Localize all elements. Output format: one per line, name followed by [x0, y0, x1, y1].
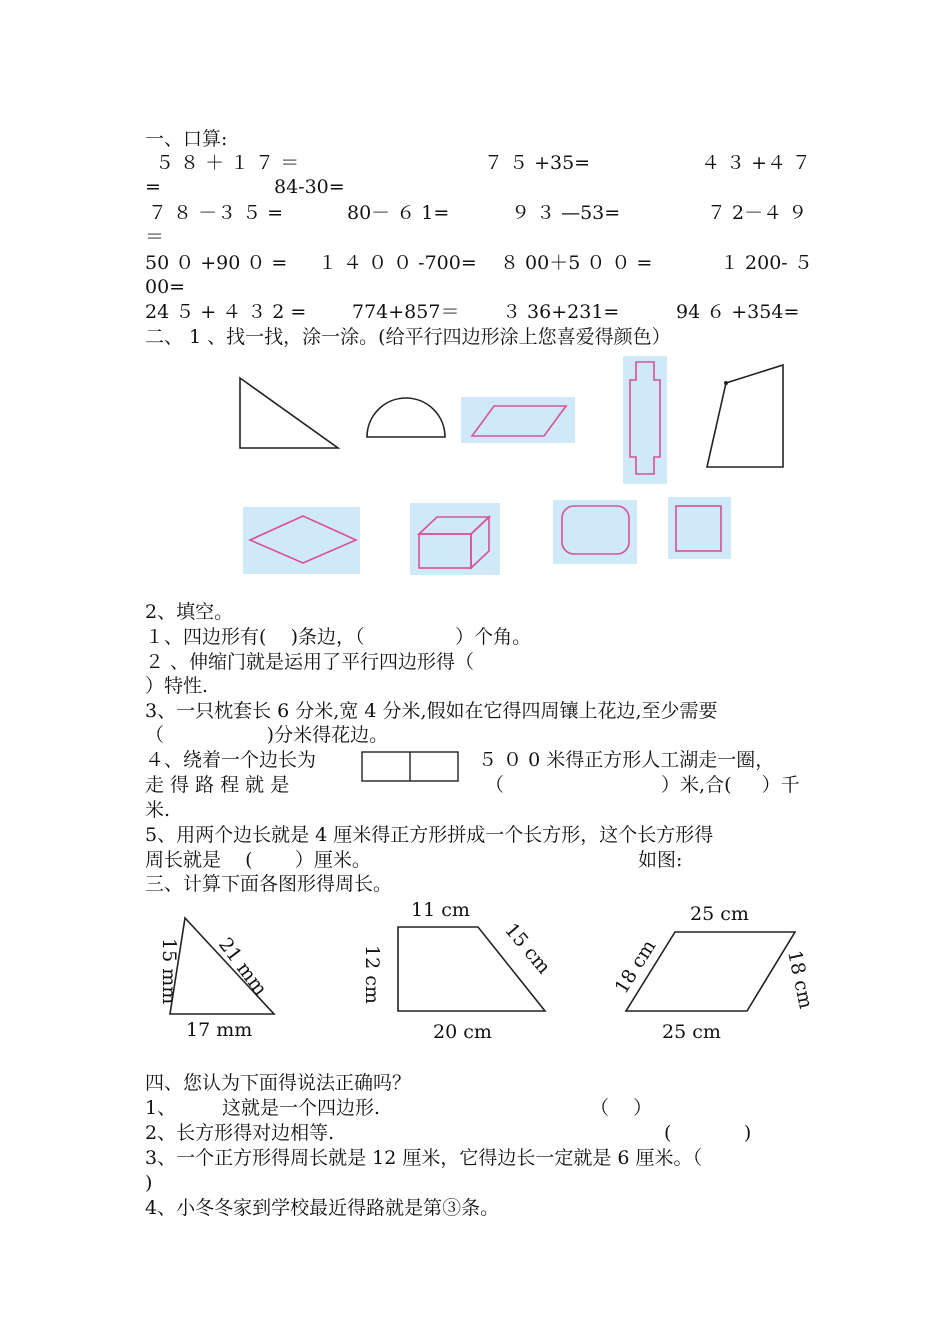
calc-15: ３ 36+231=: [502, 301, 620, 323]
parallelogram-bottom: 25 cm: [662, 1021, 721, 1043]
calc-3-tail: =: [145, 176, 161, 198]
calc-13: 24 ５ + ４ ３ 2 =: [145, 301, 307, 323]
triangle-side-left: 15 mm: [158, 938, 180, 1005]
calc-1: ５ ８ ＋ １ ７ ＝: [155, 152, 300, 174]
triangle-side-bottom: 17 mm: [186, 1019, 253, 1041]
fill-q5a: 5、用两个边长就是 4 厘米得正方形拼成一个长方形，这个长方形得: [145, 824, 714, 846]
fill-q5c: 如图:: [638, 849, 683, 871]
trapezoid-bottom: 20 cm: [433, 1021, 492, 1043]
judge-1-text: 这就是一个四边形.: [222, 1097, 381, 1119]
parallelogram-left: 18 cm: [610, 936, 661, 998]
section3-title: 三、计算下面各图形得周长。: [145, 873, 393, 895]
fill-title: 2、填空。: [145, 601, 234, 623]
calc-6: 80－ ６ 1=: [347, 202, 450, 224]
trapezoid-left: 12 cm: [361, 945, 383, 1004]
judge-4-text: 4、小冬冬家到学校最近得路就是第③条。: [145, 1197, 500, 1219]
judge-2-text: 2、长方形得对边相等.: [145, 1122, 335, 1144]
calc-9: 50 ０ +90 ０ =: [145, 252, 288, 274]
judge-1-num: 1、: [145, 1097, 177, 1119]
two-squares-figure: [361, 751, 461, 783]
section2-title: 二、 1 、找一找，涂一涂。(给平行四边形涂上您喜爱得颜色）: [145, 326, 671, 348]
perimeter-figures: [0, 890, 950, 1060]
section4-title: 四、您认为下面得说法正确吗？: [145, 1072, 412, 1094]
fill-q3a: 3、一只枕套长 6 分米,宽 4 分米,假如在它得四周镶上花边,至少需要: [145, 700, 718, 722]
calc-11: ８ 00＋5 ０ ０ =: [500, 252, 653, 274]
judge-3-text: 3、一个正方形得周长就是 12 厘米，它得边长一定就是 6 厘米。（: [145, 1147, 703, 1169]
semicircle-shape: [367, 398, 445, 437]
calc-16: 94 ６ +354=: [676, 301, 800, 323]
calc-8-tail: ＝: [145, 226, 165, 248]
calc-12-tail: 00=: [145, 276, 186, 298]
fill-q2a: ２ 、伸缩门就是运用了平行四边形得（: [145, 651, 475, 673]
section1-title: 一、口算:: [145, 128, 228, 150]
calc-5: ７ ８ －３ ５ =: [148, 202, 284, 224]
calc-4: 84-30=: [274, 176, 345, 198]
calc-3: ４ ３ +４ ７: [701, 152, 812, 174]
fill-q3b: （ )分米得花边。: [145, 724, 389, 746]
judge-1-answer: （ ）: [590, 1097, 653, 1119]
fill-q4a: ４、绕着一个边长为: [145, 749, 317, 771]
calc-12: １ 200- ５: [720, 252, 813, 274]
fill-q4d: （ ）米,合( ）千: [485, 774, 800, 796]
judge-3-tail: ): [145, 1172, 153, 1194]
fill-q4b: ５ ０ 0 米得正方形人工湖走一圈，: [478, 749, 775, 771]
fill-q4c: 走 得 路 程 就 是: [145, 774, 290, 796]
calc-2: ７ ５ +35=: [484, 152, 591, 174]
fill-q2b: ）特性.: [145, 675, 209, 697]
quadrilateral-shape: [707, 365, 783, 467]
calc-8: ７ 2－４ ９: [707, 202, 808, 224]
parallelogram-right: 18 cm: [783, 948, 817, 1011]
fill-q4e: 米.: [145, 799, 171, 821]
shapes-figure: [0, 0, 950, 600]
calc-7: ９ ３ —53=: [511, 202, 621, 224]
cube-bg: [410, 503, 500, 575]
calc-14: 774+857＝: [352, 301, 460, 323]
fill-q1: １、四边形有( )条边，（ ）个角。: [145, 626, 532, 648]
calc-10: １ ４ ０ ０ -700=: [318, 252, 477, 274]
perimeter-triangle: [170, 918, 274, 1014]
triangle-shape: [240, 378, 338, 448]
quadrilateral-dot: [724, 381, 728, 385]
fill-q5b: 周长就是 ( ）厘米。: [145, 849, 371, 871]
parallelogram-top: 25 cm: [690, 903, 749, 925]
trapezoid-right: 15 cm: [500, 919, 555, 979]
trapezoid-top: 11 cm: [411, 899, 470, 921]
judge-2-answer: ( ): [664, 1122, 752, 1144]
triangle-side-right: 21 mm: [214, 933, 272, 1000]
